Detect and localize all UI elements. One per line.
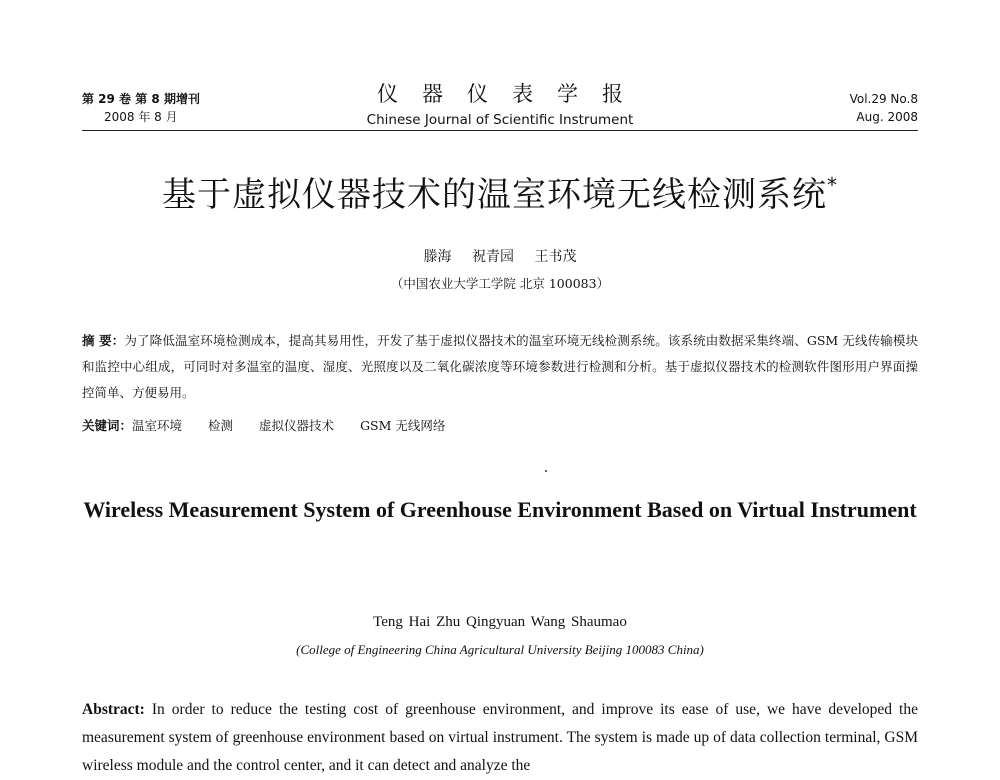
authors-cn: 滕海 祝青园 王书茂	[423, 249, 577, 265]
keyword-item: 检测	[208, 418, 234, 433]
volume-number-en: Vol.29 No.8	[849, 92, 918, 106]
stray-dot	[545, 470, 547, 472]
issue-date-cn: 2008 年 8 月	[104, 110, 178, 124]
authors-en: Teng Hai Zhu Qingyuan Wang Shaumao	[373, 614, 627, 630]
abstract-cn-label: 摘 要：	[82, 333, 125, 348]
abstract-cn	[82, 328, 918, 406]
keyword-item: 温室环境	[132, 418, 183, 433]
volume-issue: 第 29 卷 第 8 期增刊	[82, 92, 200, 106]
issue-info-en	[850, 90, 918, 126]
keyword-item: 虚拟仪器技术	[259, 418, 335, 433]
affiliation-en: (College of Engineering China Agricultural University Beijing 100083 China)	[296, 642, 704, 657]
paper-title-cn	[0, 163, 1000, 217]
affiliation-cn: （中国农业大学工学院 北京 100083）	[390, 276, 610, 291]
paper-title-en: Wireless Measurement System of Greenhouse Environment Based on Virtual Instrument	[83, 497, 917, 522]
abstract-en	[82, 696, 918, 780]
journal-header	[82, 80, 918, 131]
abstract-en-label: Abstract:	[82, 701, 145, 718]
keywords-cn-label: 关键词：	[82, 418, 133, 433]
title-footnote-mark: *	[827, 173, 838, 197]
paper-title-cn-text: 基于虚拟仪器技术的温室环境无线检测系统	[162, 175, 827, 215]
keyword-item: GSM 无线网络	[360, 418, 446, 433]
abstract-cn-text: 为了降低温室环境检测成本，提高其易用性，开发了基于虚拟仪器技术的温室环境无线检测系统。该系统由数据采集终端、GSM 无线传输模块和监控中心组成，可同时对多温室的温度、湿度、光照度以及二氧化碳浓度等环境参数进行检测和分析。基于虚拟仪器技术的检测软件图形用户界面操控简单、方便易用。	[82, 333, 918, 400]
journal-name-cn: 仪器仪表学报	[377, 82, 647, 106]
journal-name-en: Chinese Journal of Scientific Instrument	[366, 112, 634, 128]
abstract-en-text: In order to reduce the testing cost of greenhouse environment, and improve its ease of use, we have developed the measurement system of greenhouse environment based on virtual instrument. The system is made up of data collection terminal, GSM wireless module and the control center, and it can detect and analyze the	[82, 701, 918, 774]
issue-date-en: Aug. 2008	[856, 110, 918, 124]
journal-name	[82, 80, 918, 130]
keywords-cn	[82, 416, 918, 436]
